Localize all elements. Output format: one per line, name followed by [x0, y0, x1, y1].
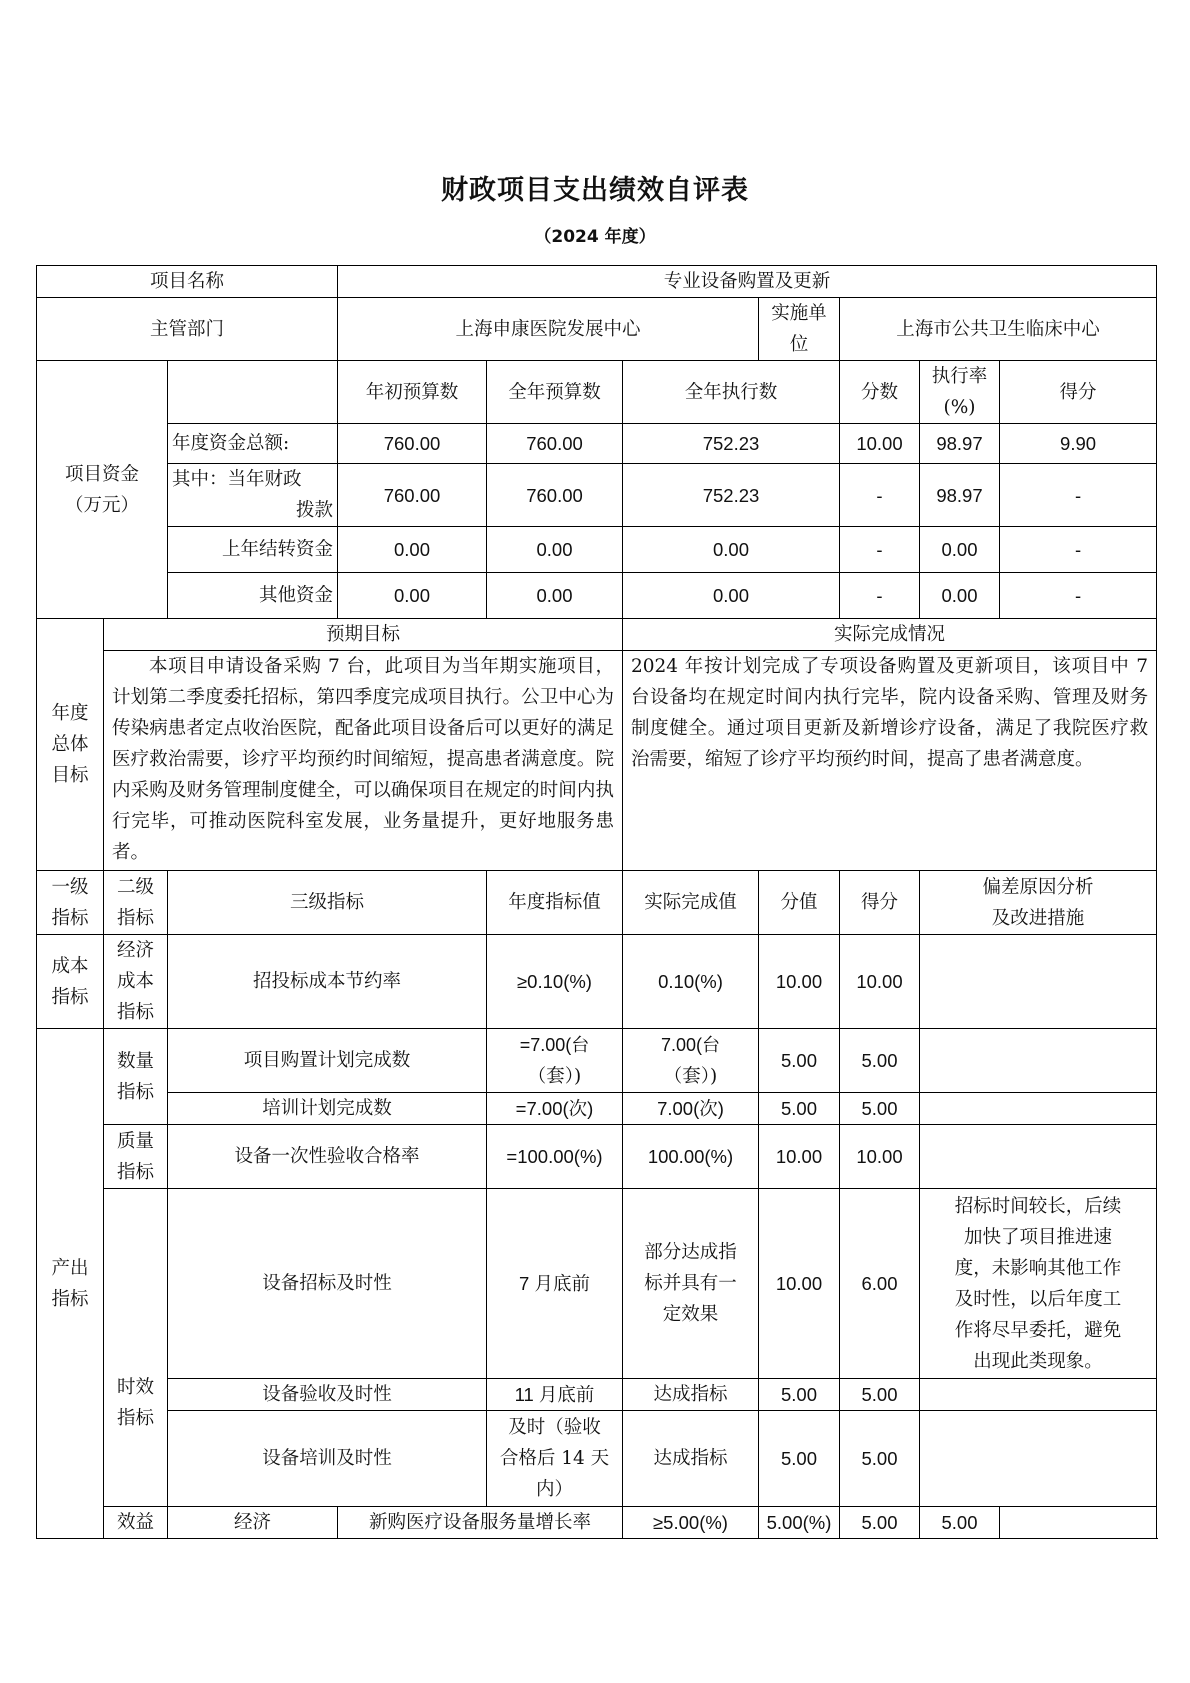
cost-level1	[37, 935, 104, 1029]
cost-actual: 0.10(%)	[623, 935, 759, 1029]
funds-header-initial: 年初预算数	[338, 361, 487, 424]
deviation-line: 加快了项目推进速	[964, 1226, 1113, 1248]
acceptance-target: 11 月底前	[487, 1379, 623, 1411]
acceptance-actual: 达成指标	[623, 1379, 759, 1411]
training-indicator-name: 培训计划完成数	[168, 1093, 487, 1125]
header-target: 年度指标值	[487, 871, 623, 935]
benefit-row	[37, 1507, 1157, 1539]
output-qty-row-1	[37, 1029, 1157, 1093]
goals-label-line: 年度	[51, 703, 89, 724]
output-quality-level2	[104, 1125, 168, 1189]
benefit-level2: 经济	[168, 1507, 338, 1539]
benefit-indicator-name: 新购医疗设备服务量增长率	[338, 1507, 623, 1539]
label-line: 指标	[116, 1002, 154, 1023]
training-actual: 7.00(次)	[623, 1093, 759, 1125]
label-line: 指标	[116, 1081, 154, 1103]
header-line: 一级	[51, 876, 89, 898]
funds-section-label	[37, 361, 168, 619]
goals-header-row	[37, 619, 1157, 651]
tender-actual	[623, 1189, 759, 1379]
cost-level2	[104, 935, 168, 1029]
indicator-header-row	[37, 871, 1157, 935]
funds-value: 0.00	[623, 573, 840, 619]
funds-header-weight: 分数	[840, 361, 920, 424]
project-name-row	[37, 266, 1157, 298]
quality-weight: 10.00	[759, 1125, 840, 1189]
funds-value: -	[1000, 464, 1157, 527]
training-timely-deviation	[920, 1411, 1157, 1507]
deviation-line: 及时性，以后年度工	[954, 1288, 1122, 1310]
training-timely-score: 5.00	[840, 1411, 920, 1507]
funds-header-row	[37, 361, 1157, 424]
funds-value: -	[840, 573, 920, 619]
funds-value: -	[840, 464, 920, 527]
funds-value: 0.00	[487, 527, 623, 573]
funds-row-label	[168, 464, 338, 527]
label-line: 成本	[116, 971, 154, 992]
label-line: 指标	[116, 1161, 154, 1183]
header-score: 得分	[840, 871, 920, 935]
funds-value: 0.00	[487, 573, 623, 619]
output-timely-row-1	[37, 1189, 1157, 1379]
quality-actual: 100.00(%)	[623, 1125, 759, 1189]
expected-goal-text: 本项目申请设备采购 7 台，此项目为当年期实施项目，计划第二季度委托招标，第四季度完成项目执行。公卫中心为传染病患者定点收治医院，配备此项目设备后可以更好的满足医疗救治需要，诊疗平均预约时间缩短，提高患者满意度。院内采购及财务管理制度健全，可以确保项目在规定的时间内执行完毕，可推动医院科室发展，业务量提升，更好地服务患者。	[104, 651, 623, 871]
funds-value: 9.90	[1000, 424, 1157, 464]
training-deviation	[920, 1093, 1157, 1125]
funds-header-annual: 全年预算数	[487, 361, 623, 424]
expected-goal-header: 预期目标	[104, 619, 623, 651]
benefit-target: ≥5.00(%)	[623, 1507, 759, 1539]
training-timely-indicator-name: 设备培训及时性	[168, 1411, 487, 1507]
output-timely-level2	[104, 1189, 168, 1507]
quality-deviation	[920, 1125, 1157, 1189]
page-subtitle-year: （2024 年度）	[534, 227, 656, 247]
value-line: （套）)	[663, 1065, 718, 1087]
quality-score: 10.00	[840, 1125, 920, 1189]
label-line: 质量	[116, 1130, 154, 1152]
quality-indicator-name: 设备一次性验收合格率	[168, 1125, 487, 1189]
qty-actual	[623, 1029, 759, 1093]
header-line: 指标	[51, 907, 89, 929]
evaluation-table	[36, 265, 1157, 1539]
cost-weight: 10.00	[759, 935, 840, 1029]
header-weight: 分值	[759, 871, 840, 935]
training-weight: 5.00	[759, 1093, 840, 1125]
funds-value: 760.00	[338, 464, 487, 527]
funds-unit: （万元）	[64, 494, 139, 516]
funds-value: 0.00	[338, 573, 487, 619]
value-line: =7.00(台	[519, 1034, 590, 1055]
page-title: 财政项目支出绩效自评表	[441, 175, 749, 206]
impl-unit-label: 实施单位	[759, 298, 840, 361]
funds-value: -	[1000, 527, 1157, 573]
dept-label: 主管部门	[37, 298, 338, 361]
label-line: 产出	[51, 1257, 89, 1279]
deviation-line: 出现此类现象。	[973, 1350, 1103, 1372]
training-score: 5.00	[840, 1093, 920, 1125]
funds-value: 0.00	[623, 527, 840, 573]
acceptance-deviation	[920, 1379, 1157, 1411]
output-timely-row-3	[37, 1411, 1157, 1507]
actual-result-header: 实际完成情况	[623, 619, 1157, 651]
training-timely-actual: 达成指标	[623, 1411, 759, 1507]
output-qty-level2	[104, 1029, 168, 1125]
impl-unit-value: 上海市公共卫生临床中心	[840, 298, 1157, 361]
funds-value: 0.00	[338, 527, 487, 573]
label-line: 数量	[116, 1050, 154, 1072]
benefit-deviation	[1000, 1507, 1157, 1539]
funds-value: 760.00	[338, 424, 487, 464]
label-line: 时效	[116, 1376, 154, 1398]
funds-header-score: 得分	[1000, 361, 1157, 424]
header-level1	[37, 871, 104, 935]
funds-value: 98.97	[920, 464, 1000, 527]
header-line: 指标	[116, 907, 154, 929]
qty-weight: 5.00	[759, 1029, 840, 1093]
output-qty-row-2	[37, 1093, 1157, 1125]
funds-value: 752.23	[623, 464, 840, 527]
funds-value: 760.00	[487, 464, 623, 527]
funds-header-blank	[168, 361, 338, 424]
deviation-line: 作将尽早委托，避免	[954, 1319, 1122, 1341]
funds-header-executed: 全年执行数	[623, 361, 840, 424]
label-line: 指标	[51, 1288, 89, 1310]
cost-score: 10.00	[840, 935, 920, 1029]
acceptance-indicator-name: 设备验收及时性	[168, 1379, 487, 1411]
value-line: 及时（验收	[508, 1417, 601, 1438]
funds-row-carryover	[37, 527, 1157, 573]
cost-indicator-row	[37, 935, 1157, 1029]
funds-row-label: 其他资金	[168, 573, 338, 619]
label-line: 指标	[116, 1407, 154, 1429]
deviation-line: 招标时间较长，后续	[954, 1195, 1122, 1217]
actual-result-text: 2024 年按计划完成了专项设备购置及更新项目，该项目中 7 台设备均在规定时间内执行完毕，院内设备采购、管理及财务制度健全。通过项目更新及新增诊疗设备，满足了我院医疗救治需要，缩短了诊疗平均预约时间，提高了患者满意度。	[623, 651, 1157, 871]
funds-value: 0.00	[920, 527, 1000, 573]
qty-indicator-name: 项目购置计划完成数	[168, 1029, 487, 1093]
tender-score: 6.00	[840, 1189, 920, 1379]
department-row	[37, 298, 1157, 361]
cost-target: ≥0.10(%)	[487, 935, 623, 1029]
benefit-score: 5.00	[920, 1507, 1000, 1539]
goals-label-line: 目标	[51, 765, 89, 786]
deviation-line: 度，未影响其他工作	[954, 1257, 1122, 1279]
goals-label-line: 总体	[51, 734, 89, 755]
acceptance-score: 5.00	[840, 1379, 920, 1411]
funds-header-rate: 执行率(%)	[920, 361, 1000, 424]
value-line: 定效果	[662, 1304, 719, 1325]
header-level3: 三级指标	[168, 871, 487, 935]
project-name-value: 专业设备购置及更新	[338, 266, 1157, 298]
goals-content-row	[37, 651, 1157, 871]
project-name-label: 项目名称	[37, 266, 338, 298]
header-deviation	[920, 871, 1157, 935]
header-line: 偏差原因分析	[982, 876, 1094, 898]
tender-indicator-name: 设备招标及时性	[168, 1189, 487, 1379]
acceptance-weight: 5.00	[759, 1379, 840, 1411]
label-line: 指标	[51, 986, 89, 1008]
header-level2	[104, 871, 168, 935]
funds-row-label-line1: 其中：当年财政	[172, 469, 302, 490]
funds-row-label-line2: 拨款	[295, 500, 333, 521]
funds-row-label: 上年结转资金	[168, 527, 338, 573]
funds-row-fiscal	[37, 464, 1157, 527]
qty-score: 5.00	[840, 1029, 920, 1093]
value-line: 7.00(台	[660, 1034, 721, 1055]
header-line: 二级	[116, 876, 154, 898]
value-line: 标并具有一	[644, 1273, 737, 1294]
header-line: 及改进措施	[991, 907, 1085, 929]
training-timely-weight: 5.00	[759, 1411, 840, 1507]
qty-target	[487, 1029, 623, 1093]
funds-value: 98.97	[920, 424, 1000, 464]
training-timely-target	[487, 1411, 623, 1507]
benefit-actual: 5.00(%)	[759, 1507, 840, 1539]
value-line: 内）	[535, 1479, 573, 1500]
benefit-weight: 5.00	[840, 1507, 920, 1539]
output-timely-row-2	[37, 1379, 1157, 1411]
funds-value: 0.00	[920, 573, 1000, 619]
benefit-level1: 效益	[104, 1507, 168, 1539]
cost-deviation	[920, 935, 1157, 1029]
qty-deviation	[920, 1029, 1157, 1093]
training-target: =7.00(次)	[487, 1093, 623, 1125]
value-line: 部分达成指	[644, 1242, 737, 1263]
funds-row-label: 年度资金总额:	[168, 424, 338, 464]
funds-value: -	[840, 527, 920, 573]
dept-value: 上海申康医院发展中心	[338, 298, 759, 361]
header-actual: 实际完成值	[623, 871, 759, 935]
label-line: 经济	[116, 940, 154, 961]
output-level1	[37, 1029, 104, 1539]
quality-target: =100.00(%)	[487, 1125, 623, 1189]
cost-indicator-name: 招投标成本节约率	[168, 935, 487, 1029]
value-line: 合格后 14 天	[499, 1448, 610, 1469]
funds-value: -	[1000, 573, 1157, 619]
value-line: （套）)	[527, 1065, 582, 1087]
tender-weight: 10.00	[759, 1189, 840, 1379]
tender-deviation	[920, 1189, 1157, 1379]
funds-label: 项目资金	[64, 463, 139, 485]
tender-target: 7 月底前	[487, 1189, 623, 1379]
output-quality-row	[37, 1125, 1157, 1189]
funds-value: 752.23	[623, 424, 840, 464]
funds-value: 10.00	[840, 424, 920, 464]
funds-row-total	[37, 424, 1157, 464]
goals-section-label	[37, 619, 104, 871]
label-line: 成本	[51, 955, 89, 977]
funds-row-other	[37, 573, 1157, 619]
funds-value: 760.00	[487, 424, 623, 464]
